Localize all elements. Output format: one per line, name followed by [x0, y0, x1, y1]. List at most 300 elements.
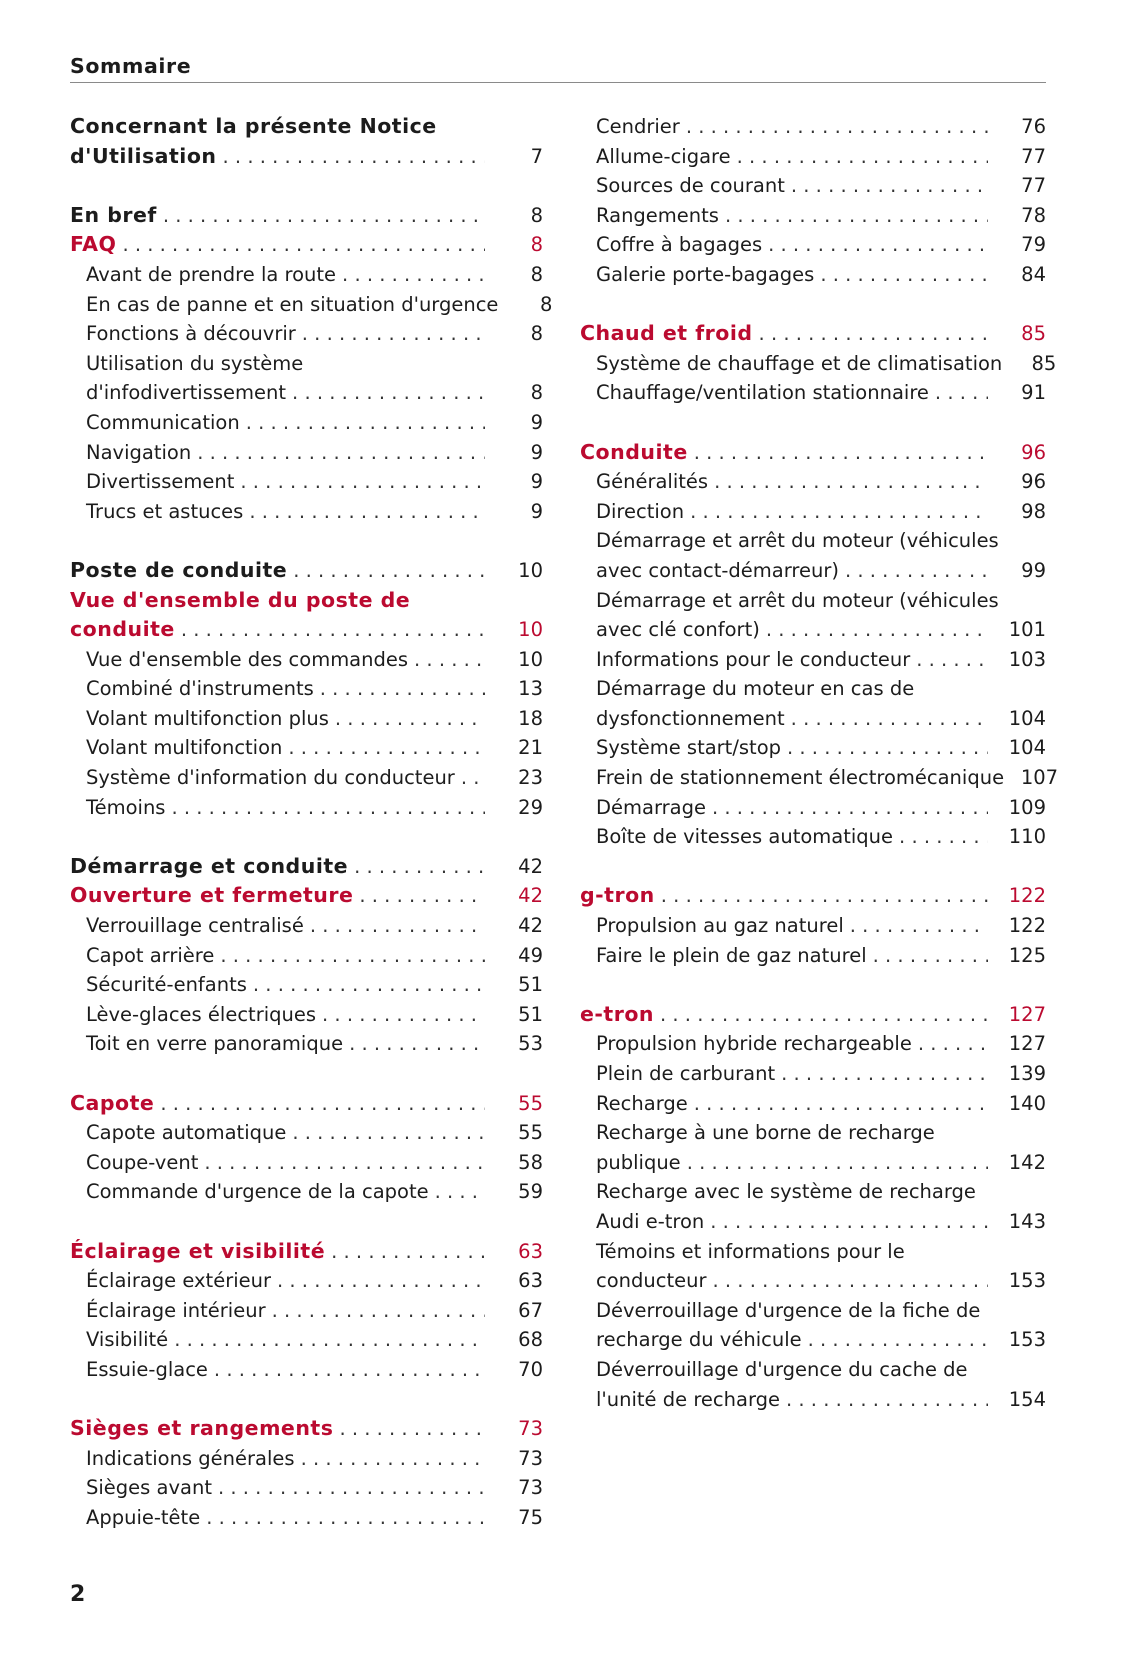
toc-subentry[interactable]	[580, 230, 1046, 260]
toc-page-number: 77	[1021, 174, 1046, 198]
dot-leader	[253, 970, 485, 1000]
toc-spacer	[580, 970, 1046, 1000]
toc-spacer	[70, 171, 543, 201]
toc-page-number: 104	[1008, 736, 1046, 760]
toc-entry-title: Fonctions à découvrir	[86, 322, 296, 346]
toc-spacer	[70, 526, 543, 556]
toc-page-number: 8	[540, 292, 553, 316]
toc-subentry[interactable]	[580, 704, 1046, 734]
dot-leader	[214, 1355, 485, 1385]
dot-leader	[335, 704, 485, 734]
toc-spacer	[70, 1385, 543, 1415]
toc-entry-title: recharge du véhicule	[596, 1328, 802, 1352]
toc-entry-title: Frein de stationnement électromécanique	[596, 766, 1005, 790]
toc-entry-title: dysfonctionnement	[596, 706, 785, 730]
toc-subentry[interactable]	[580, 1148, 1046, 1178]
toc-subentry	[580, 586, 1046, 616]
toc-entry-title: Recharge avec le système de recharge	[596, 1180, 976, 1204]
toc-entry-title: Visibilité	[86, 1328, 169, 1352]
toc-page-number: 98	[1021, 499, 1046, 523]
toc-entry-title: Vue d'ensemble des commandes	[86, 647, 409, 671]
toc-entry-title: Informations pour le conducteur	[596, 647, 911, 671]
toc-entry-title: Sièges et rangements	[70, 1416, 334, 1441]
toc-page-number: 85	[1031, 351, 1057, 375]
toc-section-entry[interactable]	[70, 881, 543, 911]
dot-leader	[781, 1059, 988, 1089]
toc-page-number: 70	[518, 1357, 543, 1381]
dot-leader	[687, 1148, 988, 1178]
toc-page-number: 9	[530, 440, 543, 464]
toc-page-number: 10	[518, 558, 543, 582]
toc-subentry[interactable]	[70, 378, 543, 408]
toc-entry-title: publique	[596, 1150, 681, 1174]
toc-entry-title: Plein de carburant	[596, 1062, 776, 1085]
dot-leader	[690, 497, 988, 527]
toc-entry-title: En cas de panne et en situation d'urgence	[86, 292, 499, 316]
toc-section-entry[interactable]	[70, 1089, 543, 1119]
dot-leader	[181, 615, 485, 645]
toc-entry-title: Sièges avant	[86, 1476, 212, 1500]
toc-subentry[interactable]	[580, 1029, 1046, 1059]
toc-entry-title: l'unité de recharge	[596, 1387, 780, 1411]
toc-page-number: 29	[518, 795, 543, 819]
toc-entry-title: Propulsion au gaz naturel	[596, 914, 844, 938]
toc-page-number: 8	[530, 233, 543, 257]
toc-subentry[interactable]	[70, 1503, 543, 1533]
dot-leader	[786, 1385, 988, 1415]
toc-subentry[interactable]	[580, 1089, 1046, 1119]
toc-entry-title: e-tron	[580, 1001, 654, 1026]
page-title: Sommaire	[70, 54, 192, 78]
toc-page-number: 153	[1008, 1269, 1046, 1293]
dot-leader	[174, 1325, 485, 1355]
toc-subentry[interactable]	[580, 822, 1046, 852]
toc-entry-title: Lève-glaces électriques	[86, 1002, 317, 1026]
toc-entry-title: Démarrage	[596, 795, 706, 819]
toc-subentry[interactable]	[580, 467, 1046, 497]
toc-page-number: 127	[1008, 1032, 1046, 1056]
dot-leader	[163, 201, 485, 231]
toc-page-number: 125	[1008, 943, 1046, 967]
dot-leader	[288, 733, 485, 763]
dot-leader	[339, 1414, 485, 1444]
dot-leader	[660, 1000, 988, 1030]
toc-page-number: 73	[518, 1446, 543, 1470]
toc-page-number: 51	[518, 973, 543, 997]
toc-spacer	[70, 1207, 543, 1237]
toc-page-number: 49	[518, 943, 543, 967]
toc-page-number: 96	[1021, 470, 1046, 494]
toc-page-number: 122	[1008, 914, 1046, 938]
toc-entry-title: Généralités	[596, 470, 709, 494]
toc-section-entry[interactable]	[580, 1000, 1046, 1030]
toc-page-number: 8	[530, 203, 543, 227]
dot-leader	[435, 1177, 485, 1207]
toc-entry-title: Communication	[86, 410, 240, 434]
dot-leader	[791, 704, 988, 734]
dot-leader	[694, 1089, 988, 1119]
page-number: 2	[70, 1582, 86, 1607]
toc-column-right	[580, 112, 1059, 1414]
toc-section-entry[interactable]	[70, 142, 543, 172]
toc-page-number: 55	[518, 1091, 543, 1115]
toc-page-number: 76	[1021, 115, 1046, 138]
dot-leader	[342, 260, 485, 290]
dot-leader	[122, 230, 485, 260]
toc-section-entry	[70, 112, 543, 142]
toc-page-number: 10	[518, 647, 543, 671]
toc-entry-title: Éclairage et visibilité	[70, 1238, 326, 1263]
toc-section-entry[interactable]	[580, 881, 1046, 911]
toc-subentry[interactable]	[70, 911, 543, 941]
toc-entry-title: Faire le plein de gaz naturel	[596, 943, 867, 967]
toc-subentry[interactable]	[580, 201, 1046, 231]
toc-entry-title: Recharge	[596, 1091, 688, 1115]
toc-page-number: 96	[1021, 440, 1046, 464]
toc-subentry[interactable]	[580, 911, 1046, 941]
toc-page-number: 23	[518, 766, 543, 790]
toc-page-number: 122	[1008, 884, 1046, 908]
toc-spacer	[580, 852, 1046, 882]
dot-leader	[160, 1089, 485, 1119]
toc-entry-title: Témoins	[86, 795, 166, 819]
toc-subentry[interactable]	[70, 970, 543, 1000]
toc-entry-title: Propulsion hybride rechargeable	[596, 1032, 912, 1056]
toc-page-number: 18	[518, 706, 543, 730]
dot-leader	[218, 1473, 485, 1503]
dot-leader	[918, 1029, 988, 1059]
toc-page-number: 103	[1008, 647, 1046, 671]
toc-entry-title: Sources de courant	[596, 174, 785, 198]
toc-subentry[interactable]	[580, 1207, 1046, 1237]
toc-page-number: 85	[1021, 322, 1046, 346]
toc-subentry[interactable]	[580, 941, 1046, 971]
dot-leader	[349, 1029, 485, 1059]
dot-leader	[320, 674, 485, 704]
toc-entry-title: Commande d'urgence de la capote	[86, 1180, 429, 1204]
toc-page-number: 84	[1021, 262, 1046, 286]
toc-entry-title: Système start/stop	[596, 736, 782, 760]
toc-subentry[interactable]	[580, 112, 1046, 142]
toc-entry-title: Déverrouillage d'urgence du cache de	[596, 1357, 968, 1381]
dot-leader	[845, 556, 988, 586]
toc-section-entry[interactable]	[580, 319, 1046, 349]
toc-subentry[interactable]	[70, 733, 543, 763]
toc-entry-title: Volant multifonction	[86, 736, 283, 760]
toc-subentry[interactable]	[70, 260, 543, 290]
dot-leader	[714, 467, 988, 497]
toc-section-entry[interactable]	[70, 201, 543, 231]
toc-subentry	[580, 526, 1046, 556]
dot-leader	[292, 378, 485, 408]
toc-page-number: 73	[518, 1417, 543, 1441]
toc-entry-title: Capot arrière	[86, 943, 215, 967]
toc-page-number: 21	[518, 736, 543, 760]
toc-subentry[interactable]	[70, 467, 543, 497]
toc-section-entry[interactable]	[70, 1237, 543, 1267]
toc-page-number: 153	[1008, 1328, 1046, 1352]
toc-page-number: 63	[518, 1239, 543, 1263]
toc-subentry[interactable]	[70, 1266, 543, 1296]
toc-subentry[interactable]	[580, 645, 1046, 675]
toc-page-number: 91	[1021, 381, 1046, 405]
dot-leader	[171, 793, 485, 823]
dot-leader	[713, 1266, 989, 1296]
toc-subentry[interactable]	[580, 1059, 1046, 1089]
toc-entry-title: Déverrouillage d'urgence de la fiche de	[596, 1298, 981, 1322]
toc-entry-title: Appuie-tête	[86, 1505, 201, 1529]
toc-entry-title: Indications générales	[86, 1446, 295, 1470]
toc-subentry[interactable]	[580, 142, 1046, 172]
toc-subentry[interactable]	[580, 556, 1046, 586]
dot-leader	[873, 941, 988, 971]
toc-entry-title: Boîte de vitesses automatique	[596, 825, 894, 849]
toc-entry-title: Verrouillage centralisé	[86, 914, 304, 938]
toc-page-number: 51	[518, 1002, 543, 1026]
toc-subentry[interactable]	[580, 497, 1046, 527]
dot-leader	[220, 941, 485, 971]
toc-spacer	[70, 1059, 543, 1089]
toc-subentry[interactable]	[70, 1296, 543, 1326]
toc-subentry[interactable]	[70, 497, 543, 527]
toc-page-number: 42	[518, 914, 543, 938]
toc-subentry[interactable]	[580, 1325, 1046, 1355]
toc-page-number: 59	[518, 1180, 543, 1204]
toc-entry-title: Volant multifonction plus	[86, 706, 329, 730]
toc-subentry[interactable]	[70, 438, 543, 468]
toc-spacer	[580, 290, 1046, 320]
toc-entry-title: avec contact-démarreur)	[596, 558, 839, 582]
dot-leader	[301, 1444, 485, 1474]
toc-page-number: 139	[1008, 1062, 1046, 1085]
toc-subentry[interactable]	[70, 319, 543, 349]
toc-subentry[interactable]	[70, 1148, 543, 1178]
dot-leader	[292, 1118, 485, 1148]
toc-section-entry[interactable]	[70, 852, 543, 882]
dot-leader	[820, 260, 988, 290]
toc-section-entry[interactable]	[70, 230, 543, 260]
toc-entry-title: Recharge à une borne de recharge	[596, 1121, 935, 1145]
toc-subentry[interactable]	[580, 1385, 1046, 1415]
toc-section-entry[interactable]	[70, 1414, 543, 1444]
toc-subentry[interactable]	[70, 674, 543, 704]
toc-entry-title: Trucs et astuces	[86, 499, 244, 523]
dot-leader	[249, 497, 485, 527]
toc-subentry[interactable]	[580, 763, 1059, 793]
toc-entry-title: FAQ	[70, 232, 117, 257]
dot-leader	[322, 1000, 485, 1030]
toc-subentry[interactable]	[70, 1444, 543, 1474]
dot-leader	[694, 438, 988, 468]
toc-entry-title: conducteur	[596, 1269, 707, 1293]
toc-subentry[interactable]	[580, 615, 1046, 645]
toc-spacer	[580, 408, 1046, 438]
toc-page-number: 67	[518, 1298, 543, 1322]
toc-page-number: 8	[530, 381, 543, 405]
toc-entry-title: Toit en verre panoramique	[86, 1032, 344, 1056]
toc-page-number: 143	[1008, 1209, 1046, 1233]
toc-page-number: 110	[1008, 825, 1046, 849]
toc-page-number: 42	[518, 884, 543, 908]
toc-subentry[interactable]	[70, 1000, 543, 1030]
dot-leader	[461, 763, 485, 793]
dot-leader	[354, 852, 485, 882]
toc-page-number: 9	[530, 410, 543, 434]
toc-entry-title: Démarrage du moteur en cas de	[596, 677, 915, 701]
toc-entry-title: Coupe-vent	[86, 1150, 199, 1174]
dot-leader	[302, 319, 485, 349]
toc-subentry[interactable]	[70, 941, 543, 971]
dot-leader	[204, 1148, 485, 1178]
toc-subentry[interactable]	[70, 645, 543, 675]
toc-section-entry[interactable]	[70, 556, 543, 586]
toc-subentry	[580, 1237, 1046, 1267]
toc-page-number: 7	[530, 144, 543, 168]
toc-entry-title: Divertissement	[86, 470, 235, 494]
toc-entry-title: Allume-cigare	[596, 144, 731, 168]
dot-leader	[293, 556, 485, 586]
toc-entry-title: Sécurité-enfants	[86, 973, 247, 997]
dot-leader	[206, 1503, 485, 1533]
toc-page-number: 77	[1021, 144, 1046, 168]
toc-column-left	[70, 112, 553, 1533]
toc-subentry	[70, 349, 543, 379]
toc-page-number: 8	[530, 262, 543, 286]
dot-leader	[935, 378, 988, 408]
toc-page-number: 75	[518, 1505, 543, 1529]
toc-entry-title: Audi e-tron	[596, 1209, 705, 1233]
toc-entry-title: Démarrage et arrêt du moteur (véhicules	[596, 588, 999, 612]
toc-entry-title: Utilisation du système	[86, 351, 304, 375]
toc-entry-title: Combiné d'instruments	[86, 677, 314, 701]
toc-page-number: 104	[1008, 706, 1046, 730]
toc-subentry[interactable]	[70, 408, 543, 438]
toc-subentry[interactable]	[580, 260, 1046, 290]
dot-leader	[710, 1207, 988, 1237]
toc-subentry[interactable]	[70, 1325, 543, 1355]
toc-page-number: 8	[530, 322, 543, 346]
toc-entry-title: conduite	[70, 617, 175, 642]
toc-page-number: 9	[530, 499, 543, 523]
toc-section-entry	[70, 586, 543, 616]
toc-page-number: 73	[518, 1476, 543, 1500]
toc-entry-title: Démarrage et conduite	[70, 853, 349, 878]
dot-leader	[272, 1296, 485, 1326]
toc-entry-title: Avant de prendre la route	[86, 262, 337, 286]
dot-leader	[712, 793, 988, 823]
toc-entry-title: Éclairage extérieur	[86, 1269, 272, 1293]
toc-entry-title: Témoins et informations pour le	[596, 1239, 905, 1263]
toc-subentry	[580, 1118, 1046, 1148]
dot-leader	[916, 645, 988, 675]
toc-page-number: 58	[518, 1150, 543, 1174]
toc-subentry[interactable]	[580, 349, 1057, 379]
dot-leader	[414, 645, 485, 675]
toc-entry-title: Chaud et froid	[580, 321, 753, 346]
dot-leader	[277, 1266, 485, 1296]
toc-page-number: 107	[1020, 766, 1059, 790]
toc-entry-title: Direction	[596, 499, 685, 523]
toc-page-number: 9	[530, 470, 543, 494]
toc-page-number: 140	[1008, 1091, 1046, 1115]
dot-leader	[791, 171, 988, 201]
toc-subentry[interactable]	[580, 793, 1046, 823]
dot-leader	[768, 230, 988, 260]
toc-entry-title: Chauffage/ventilation stationnaire	[596, 381, 929, 405]
toc-entry-title: Galerie porte-bagages	[596, 262, 815, 286]
toc-page-number: 99	[1021, 558, 1046, 582]
toc-page-number: 127	[1008, 1002, 1046, 1026]
toc-entry-title: Coffre à bagages	[596, 233, 763, 257]
toc-entry-title: Éclairage intérieur	[86, 1298, 266, 1322]
toc-subentry[interactable]	[70, 1118, 543, 1148]
toc-spacer	[70, 822, 543, 852]
dot-leader	[197, 438, 485, 468]
toc-subentry[interactable]	[580, 1266, 1046, 1296]
toc-entry-title: Démarrage et arrêt du moteur (véhicules	[596, 529, 999, 553]
toc-subentry[interactable]	[580, 171, 1046, 201]
toc-entry-title: Système d'information du conducteur	[86, 766, 455, 790]
dot-leader	[240, 467, 485, 497]
toc-subentry[interactable]	[70, 1355, 543, 1385]
toc-page-number: 63	[518, 1269, 543, 1293]
toc-page-number: 79	[1021, 233, 1046, 257]
toc-entry-title: Ouverture et fermeture	[70, 883, 354, 908]
dot-leader	[223, 142, 485, 172]
toc-subentry[interactable]	[70, 704, 543, 734]
dot-leader	[661, 881, 988, 911]
toc-subentry[interactable]	[70, 1029, 543, 1059]
toc-entry-title: avec clé confort)	[596, 618, 760, 642]
toc-subentry[interactable]	[70, 1473, 543, 1503]
toc-subentry	[580, 1296, 1046, 1326]
toc-page-number: 13	[518, 677, 543, 701]
dot-leader	[737, 142, 988, 172]
toc-entry-title: Navigation	[86, 440, 192, 464]
toc-entry-title: En bref	[70, 202, 157, 227]
toc-entry-title: Capote	[70, 1090, 155, 1115]
toc-subentry[interactable]	[70, 290, 553, 320]
dot-leader	[899, 822, 988, 852]
toc-section-entry[interactable]	[70, 615, 543, 645]
toc-entry-title: Système de chauffage et de climatisation	[596, 351, 1003, 375]
toc-subentry[interactable]	[70, 1177, 543, 1207]
toc-entry-title: Essuie-glace	[86, 1357, 208, 1381]
toc-page-number: 55	[518, 1121, 543, 1145]
toc-subentry[interactable]	[70, 793, 543, 823]
dot-leader	[850, 911, 988, 941]
dot-leader	[766, 615, 988, 645]
toc-entry-title: Conduite	[580, 439, 688, 464]
toc-entry-title: Poste de conduite	[70, 557, 288, 582]
toc-subentry[interactable]	[580, 733, 1046, 763]
toc-entry-title: d'Utilisation	[70, 143, 217, 168]
toc-page-number: 154	[1008, 1387, 1046, 1411]
toc-page-number: 53	[518, 1032, 543, 1056]
toc-entry-title: Concernant la présente Notice	[70, 114, 437, 138]
toc-page-number: 42	[518, 854, 543, 878]
toc-subentry[interactable]	[70, 763, 543, 793]
toc-page-number: 10	[518, 618, 543, 642]
toc-entry-title: d'infodivertissement	[86, 381, 287, 405]
dot-leader	[725, 201, 988, 231]
dot-leader	[331, 1237, 485, 1267]
toc-entry-title: Vue d'ensemble du poste de	[70, 587, 411, 612]
dot-leader	[359, 881, 485, 911]
toc-page-number: 109	[1008, 795, 1046, 819]
toc-section-entry[interactable]	[580, 438, 1046, 468]
toc-subentry[interactable]	[580, 378, 1046, 408]
